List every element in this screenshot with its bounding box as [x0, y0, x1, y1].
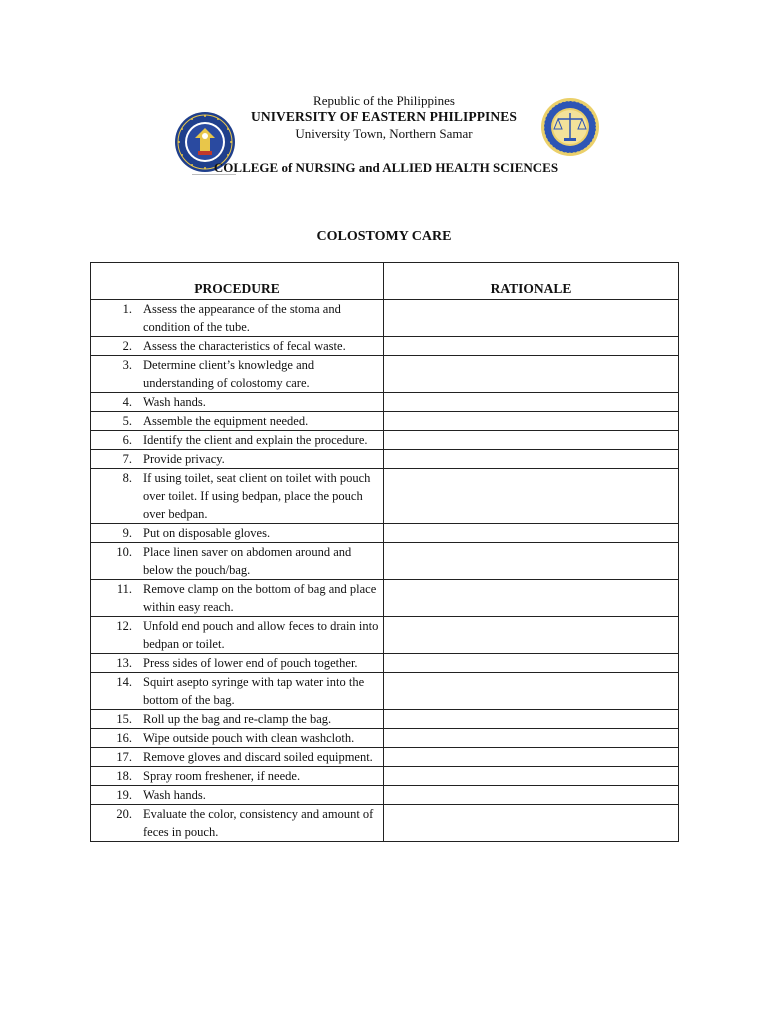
rationale-cell	[384, 805, 679, 842]
step-number: 12.	[116, 619, 132, 633]
rationale-cell	[384, 524, 679, 543]
step-text: Put on disposable gloves.	[143, 526, 271, 540]
procedure-cell	[91, 337, 384, 356]
procedure-cell	[91, 469, 384, 524]
procedure-cell	[91, 450, 384, 469]
step-number: 14.	[116, 675, 132, 689]
procedure-step	[91, 786, 383, 804]
procedure-cell	[91, 412, 384, 431]
step-number: 15.	[116, 712, 132, 726]
table-row	[91, 337, 679, 356]
procedure-step	[91, 393, 383, 411]
rationale-cell	[384, 617, 679, 654]
procedure-step	[91, 524, 383, 542]
table-row	[91, 786, 679, 805]
procedure-cell	[91, 393, 384, 412]
step-text: Remove clamp on the bottom of bag and place within easy reach.	[143, 582, 377, 614]
table-row	[91, 767, 679, 786]
rationale-cell	[384, 710, 679, 729]
step-text: Remove gloves and discard soiled equipment.	[143, 750, 373, 764]
table-row	[91, 673, 679, 710]
procedure-step	[91, 356, 383, 392]
rationale-cell	[384, 393, 679, 412]
procedure-cell	[91, 300, 384, 337]
step-number: 17.	[116, 750, 132, 764]
procedure-cell	[91, 767, 384, 786]
procedure-column-header: PROCEDURE	[91, 263, 384, 300]
header-republic: Republic of the Philippines	[313, 93, 455, 108]
step-text: Wipe outside pouch with clean washcloth.	[143, 731, 355, 745]
table-row	[91, 729, 679, 748]
header-university-name: UNIVERSITY OF EASTERN PHILIPPINES	[251, 109, 517, 124]
procedure-step	[91, 767, 383, 785]
table-row	[91, 710, 679, 729]
procedure-cell	[91, 654, 384, 673]
procedure-step	[91, 710, 383, 728]
document-header	[0, 0, 768, 200]
step-number: 2.	[122, 339, 132, 353]
procedure-step	[91, 654, 383, 672]
rationale-cell	[384, 300, 679, 337]
step-text: Evaluate the color, consistency and amount of feces in pouch.	[143, 807, 374, 839]
step-number: 7.	[122, 452, 132, 466]
step-number: 5.	[122, 414, 132, 428]
step-text: Place linen saver on abdomen around and below the pouch/bag.	[143, 545, 352, 577]
procedure-table-body	[91, 300, 679, 842]
rationale-cell	[384, 450, 679, 469]
table-row	[91, 356, 679, 393]
procedure-step	[91, 673, 383, 709]
procedure-cell	[91, 431, 384, 450]
step-text: Assemble the equipment needed.	[143, 414, 309, 428]
procedure-step	[91, 300, 383, 336]
procedure-cell	[91, 524, 384, 543]
procedure-step	[91, 543, 383, 579]
table-row	[91, 450, 679, 469]
rationale-cell	[384, 337, 679, 356]
procedure-cell	[91, 748, 384, 767]
step-text: Wash hands.	[143, 395, 206, 409]
step-text: Assess the appearance of the stoma and condition of the tube.	[143, 302, 341, 334]
step-text: Determine client’s knowledge and understanding of colostomy care.	[143, 358, 315, 390]
step-number: 4.	[122, 395, 132, 409]
rationale-cell	[384, 543, 679, 580]
rationale-cell	[384, 673, 679, 710]
procedure-step	[91, 337, 383, 355]
step-number: 9.	[122, 526, 132, 540]
step-text: Wash hands.	[143, 788, 206, 802]
procedure-step	[91, 450, 383, 468]
step-text: Roll up the bag and re-clamp the bag.	[143, 712, 332, 726]
procedure-cell	[91, 356, 384, 393]
procedure-cell	[91, 729, 384, 748]
table-row	[91, 524, 679, 543]
document-title: COLOSTOMY CARE	[316, 229, 452, 244]
step-number: 19.	[116, 788, 132, 802]
procedure-step	[91, 412, 383, 430]
rationale-cell	[384, 580, 679, 617]
rationale-cell	[384, 356, 679, 393]
step-number: 8.	[122, 471, 132, 485]
table-row	[91, 412, 679, 431]
rationale-cell	[384, 786, 679, 805]
step-number: 10.	[116, 545, 132, 559]
procedure-cell	[91, 543, 384, 580]
rationale-column-header: RATIONALE	[384, 263, 679, 300]
step-number: 6.	[122, 433, 132, 447]
procedure-table	[90, 262, 679, 842]
step-text: Assess the characteristics of fecal waste.	[143, 339, 346, 353]
rationale-cell	[384, 767, 679, 786]
table-row	[91, 580, 679, 617]
rationale-cell	[384, 431, 679, 450]
table-row	[91, 300, 679, 337]
rationale-cell	[384, 469, 679, 524]
step-text: Spray room freshener, if neede.	[143, 769, 301, 783]
step-text: Identify the client and explain the procedure.	[143, 433, 368, 447]
procedure-step	[91, 580, 383, 616]
table-row	[91, 748, 679, 767]
procedure-cell	[91, 805, 384, 842]
procedure-step	[91, 431, 383, 449]
procedure-step	[91, 729, 383, 747]
procedure-cell	[91, 617, 384, 654]
procedure-step	[91, 469, 383, 523]
header-address: University Town, Northern Samar	[295, 126, 473, 141]
step-text: Squirt asepto syringe with tap water into the bottom of the bag.	[143, 675, 365, 707]
procedure-cell	[91, 710, 384, 729]
step-text: Unfold end pouch and allow feces to drain into bedpan or toilet.	[143, 619, 379, 651]
step-text: If using toilet, seat client on toilet with pouch over toilet. If using bedpan, place the pouch over bedpan.	[143, 471, 371, 521]
step-number: 20.	[116, 807, 132, 821]
rationale-cell	[384, 412, 679, 431]
step-text: Provide privacy.	[143, 452, 225, 466]
table-header-row	[91, 263, 679, 300]
table-row	[91, 617, 679, 654]
rationale-cell	[384, 748, 679, 767]
step-number: 18.	[116, 769, 132, 783]
table-row	[91, 805, 679, 842]
step-number: 1.	[122, 302, 132, 316]
step-number: 11.	[116, 582, 132, 596]
step-number: 16.	[116, 731, 132, 745]
table-row	[91, 543, 679, 580]
procedure-cell	[91, 580, 384, 617]
table-row	[91, 393, 679, 412]
procedure-step	[91, 805, 383, 841]
table-row	[91, 469, 679, 524]
step-number: 13.	[116, 656, 132, 670]
procedure-cell	[91, 786, 384, 805]
rationale-cell	[384, 654, 679, 673]
table-row	[91, 654, 679, 673]
procedure-step	[91, 617, 383, 653]
step-number: 3.	[122, 358, 132, 372]
table-row	[91, 431, 679, 450]
step-text: Press sides of lower end of pouch together.	[143, 656, 358, 670]
procedure-cell	[91, 673, 384, 710]
rationale-cell	[384, 729, 679, 748]
header-college-name: COLLEGE of NURSING and ALLIED HEALTH SCIENCES	[213, 160, 559, 175]
procedure-step	[91, 748, 383, 766]
